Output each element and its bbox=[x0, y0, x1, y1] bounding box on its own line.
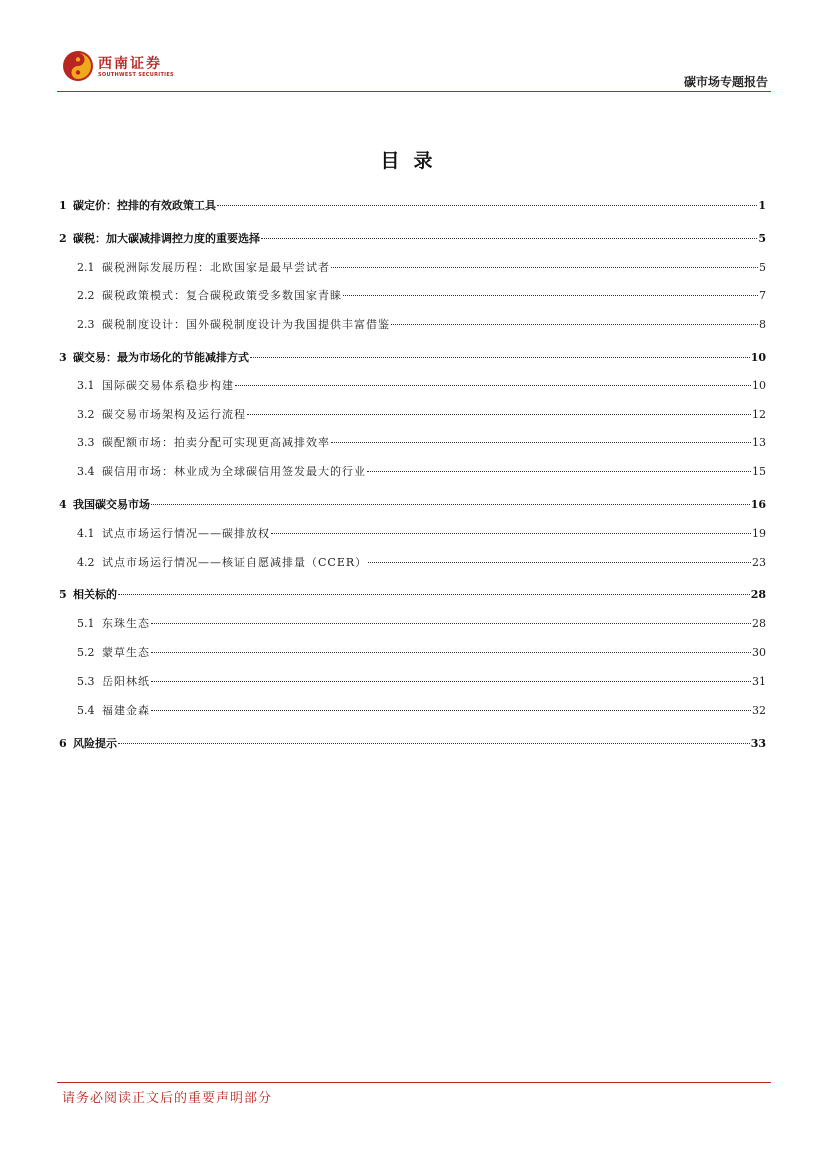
company-logo bbox=[62, 50, 172, 82]
toc-entry-label: 碳信用市场：林业成为全球碳信用签发最大的行业 bbox=[102, 465, 366, 478]
toc-entry[interactable] bbox=[77, 406, 766, 424]
toc-entry-page: 7 bbox=[759, 289, 766, 302]
toc-entry[interactable] bbox=[59, 349, 766, 367]
toc-entry-label: 风险提示 bbox=[73, 737, 117, 750]
toc-entry-page: 16 bbox=[750, 498, 766, 511]
toc-dot-leader bbox=[151, 652, 751, 653]
toc-entry[interactable] bbox=[77, 259, 766, 277]
page-header bbox=[0, 0, 827, 100]
toc-entry-number: 5.1 bbox=[77, 617, 95, 630]
toc-entry-number: 2 bbox=[59, 232, 67, 245]
toc-entry-number: 1 bbox=[59, 199, 67, 212]
toc-dot-leader bbox=[250, 357, 750, 358]
toc-entry-page: 28 bbox=[752, 617, 766, 630]
toc-entry-page: 10 bbox=[750, 351, 766, 364]
toc-dot-leader bbox=[271, 533, 751, 534]
toc-entry-page: 5 bbox=[758, 232, 766, 245]
toc-dot-leader bbox=[151, 504, 750, 505]
toc-entry[interactable] bbox=[77, 673, 766, 691]
toc-heading: 目录 bbox=[380, 150, 447, 172]
toc-dot-leader bbox=[235, 385, 751, 386]
toc-dot-leader bbox=[343, 295, 758, 296]
toc-entry-page: 31 bbox=[752, 675, 766, 688]
toc-entry[interactable] bbox=[77, 554, 766, 572]
logo-chinese-name: 西南证券 bbox=[98, 56, 162, 72]
toc-entry-page: 19 bbox=[752, 527, 766, 540]
toc-entry-page: 28 bbox=[750, 588, 766, 601]
toc-entry-page: 33 bbox=[750, 737, 766, 750]
toc-dot-leader bbox=[217, 205, 757, 206]
toc-entry[interactable] bbox=[77, 615, 766, 633]
toc-entry[interactable] bbox=[77, 525, 766, 543]
toc-entry-label: 试点市场运行情况——碳排放权 bbox=[102, 527, 270, 540]
toc-entry[interactable] bbox=[77, 434, 766, 452]
toc-entry-page: 5 bbox=[759, 261, 766, 274]
toc-entry-page: 15 bbox=[752, 465, 766, 478]
toc-entry-label: 岳阳林纸 bbox=[102, 675, 150, 688]
toc-entry-page: 12 bbox=[752, 408, 766, 421]
toc-entry-number: 5.2 bbox=[77, 646, 95, 659]
toc-dot-leader bbox=[331, 267, 758, 268]
toc-dot-leader bbox=[247, 414, 751, 415]
toc-entry-number: 6 bbox=[59, 737, 67, 750]
toc-entry-number: 4.1 bbox=[77, 527, 95, 540]
toc-entry[interactable] bbox=[59, 735, 766, 753]
toc-entry-page: 10 bbox=[752, 379, 766, 392]
toc-entry-number: 5 bbox=[59, 588, 67, 601]
toc-entry-label: 我国碳交易市场 bbox=[73, 498, 150, 511]
toc-entry-label: 福建金森 bbox=[102, 704, 150, 717]
toc-entry-label: 碳交易市场架构及运行流程 bbox=[102, 408, 246, 421]
toc-entry[interactable] bbox=[77, 702, 766, 720]
toc-entry-label: 碳交易：最为市场化的节能减排方式 bbox=[73, 351, 249, 364]
toc-entry[interactable] bbox=[77, 287, 766, 305]
toc-entry-number: 4 bbox=[59, 498, 67, 511]
toc-entry[interactable] bbox=[59, 197, 766, 215]
toc-entry-number: 2.2 bbox=[77, 289, 95, 302]
toc-entry-number: 5.4 bbox=[77, 704, 95, 717]
toc-entry-label: 碳税制度设计：国外碳税制度设计为我国提供丰富借鉴 bbox=[102, 318, 390, 331]
footer-disclaimer: 请务必阅读正文后的重要声明部分 bbox=[62, 1091, 273, 1106]
toc-entry-number: 3.4 bbox=[77, 465, 95, 478]
toc-entry[interactable] bbox=[77, 316, 766, 334]
toc-entry-label: 碳配额市场：拍卖分配可实现更高减排效率 bbox=[102, 436, 330, 449]
toc-dot-leader bbox=[331, 442, 751, 443]
toc-entry[interactable] bbox=[59, 586, 766, 604]
toc-entry[interactable] bbox=[59, 496, 766, 514]
toc-entry-label: 碳税政策模式：复合碳税政策受多数国家青睐 bbox=[102, 289, 342, 302]
toc-entry-number: 3.2 bbox=[77, 408, 95, 421]
toc-entry-number: 2.1 bbox=[77, 261, 95, 274]
toc-entry[interactable] bbox=[77, 377, 766, 395]
toc-entry-number: 3 bbox=[59, 351, 67, 364]
southwest-securities-logo-icon bbox=[62, 50, 94, 82]
toc-entry-number: 3.1 bbox=[77, 379, 95, 392]
toc-dot-leader bbox=[118, 594, 750, 595]
toc-dot-leader bbox=[391, 324, 758, 325]
toc-entry-label: 东珠生态 bbox=[102, 617, 150, 630]
toc-entry-label: 碳税：加大碳减排调控力度的重要选择 bbox=[73, 232, 260, 245]
toc-entry[interactable] bbox=[59, 230, 766, 248]
toc-entry-number: 3.3 bbox=[77, 436, 95, 449]
toc-entry-page: 30 bbox=[752, 646, 766, 659]
toc-entry-number: 5.3 bbox=[77, 675, 95, 688]
toc-dot-leader bbox=[118, 743, 750, 744]
toc-entry-page: 32 bbox=[752, 704, 766, 717]
toc-dot-leader bbox=[151, 681, 751, 682]
toc-entry-page: 13 bbox=[752, 436, 766, 449]
toc-dot-leader bbox=[368, 562, 751, 563]
toc-entry[interactable] bbox=[77, 463, 766, 481]
toc-entry-page: 23 bbox=[752, 556, 766, 569]
footer-divider bbox=[57, 1082, 771, 1083]
toc-entry-label: 国际碳交易体系稳步构建 bbox=[102, 379, 234, 392]
toc-entry-number: 4.2 bbox=[77, 556, 95, 569]
toc-entry-label: 相关标的 bbox=[73, 588, 117, 601]
logo-english-name: SOUTHWEST SECURITIES bbox=[98, 72, 174, 78]
toc-entry-label: 碳定价：控排的有效政策工具 bbox=[73, 199, 216, 212]
toc-dot-leader bbox=[261, 238, 757, 239]
toc-dot-leader bbox=[151, 710, 751, 711]
toc-entry-label: 试点市场运行情况——核证自愿减排量（CCER） bbox=[102, 556, 368, 569]
toc-entry-page: 1 bbox=[758, 199, 766, 212]
toc-entry-page: 8 bbox=[759, 318, 766, 331]
toc-entry-label: 蒙草生态 bbox=[102, 646, 150, 659]
toc-dot-leader bbox=[151, 623, 751, 624]
toc-entry-number: 2.3 bbox=[77, 318, 95, 331]
header-divider bbox=[57, 91, 771, 92]
report-title: 碳市场专题报告 bbox=[683, 75, 768, 89]
toc-entry[interactable] bbox=[77, 644, 766, 662]
toc-entry-label: 碳税洲际发展历程：北欧国家是最早尝试者 bbox=[102, 261, 330, 274]
toc-dot-leader bbox=[367, 471, 751, 472]
